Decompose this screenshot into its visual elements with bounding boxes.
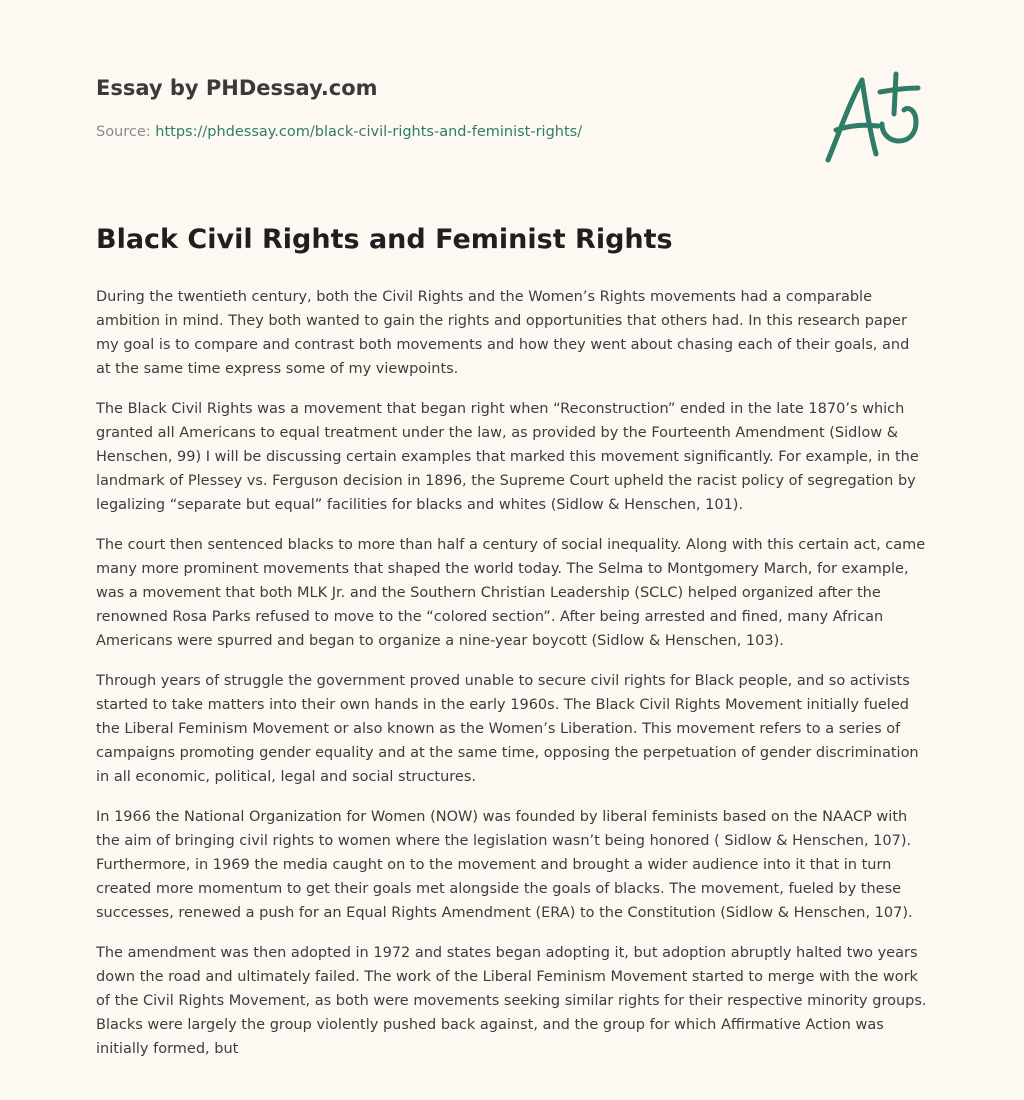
essay-body xyxy=(96,285,928,1077)
essay-paragraph: During the twentieth century, both the Civil Rights and the Women’s Rights movements had a comparable ambition in mind. They both wanted to gain the rights and opportunities that others had. In this research paper my goal is to compare and contrast both movements and how they went about chasing each of their goals, and at the same time express some of my viewpoints. xyxy=(96,289,910,377)
essay-paragraph: The Black Civil Rights was a movement that began right when “Reconstruction” ended in the late 1870’s which granted all Americans to equal treatment under the law, as provided by the Fourteenth Amendment (Sidlow & Henschen, 99) I will be discussing certain examples that marked this movement significantly. For example, in the landmark of Plessey vs. Ferguson decision in 1896, the Supreme Court upheld the racist policy of segregation by legalizing “separate but equal” facilities for blacks and whites (Sidlow & Henschen, 101). xyxy=(96,401,919,513)
source-line xyxy=(96,124,582,140)
essay-paragraph: The court then sentenced blacks to more than half a century of social inequality. Along with this certain act, came many more prominent movements that shaped the world today. The Selma to Montgomery March, for example, was a movement that both MLK Jr. and the Southern Christian Leadership (SCLC) helped organized after the renowned Rosa Parks refused to move to the “colored section”. After being arrested and fined, many African Americans were spurred and began to organize a nine-year boycott (Sidlow & Henschen, 103). xyxy=(96,537,926,649)
source-label: Source: xyxy=(96,124,151,140)
essay-paragraph: Through years of struggle the government proved unable to secure civil rights for Black people, and so activists started to take matters into their own hands in the early 1960s. The Black Civil Rights Movement initially fueled the Liberal Feminism Movement or also known as the Women’s Liberation. This movement refers to a series of campaigns promoting gender equality and at the same time, opposing the perpetuation of gender discrimination in all economic, political, legal and social structures. xyxy=(96,673,919,785)
source-link[interactable]: https://phdessay.com/black-civil-rights-and-feminist-rights/ xyxy=(155,124,583,140)
essay-paragraph: The amendment was then adopted in 1972 and states began adopting it, but adoption abruptly halted two years down the road and ultimately failed. The work of the Liberal Feminism Movement started to merge with the work of the Civil Rights Movement, as both were movements seeking similar rights for their respective minority groups. Blacks were largely the group violently pushed back against, and the group for which Affirmative Action was initially formed, but xyxy=(96,945,927,1057)
essay-paragraph: In 1966 the National Organization for Women (NOW) was founded by liberal feminists based on the NAACP with the aim of bringing civil rights to women where the legislation wasn’t being honored ( Sidlow & Henschen, 107). Furthermore, in 1969 the media caught on to the movement and brought a wider audience into it that in turn created more momentum to get their goals met alongside the goals of blacks. The movement, fueled by these successes, renewed a push for an Equal Rights Amendment (ERA) to the Constitution (Sidlow & Henschen, 107). xyxy=(96,809,913,921)
essay-title: Black Civil Rights and Feminist Rights xyxy=(96,224,673,255)
site-brand: Essay by PHDessay.com xyxy=(96,76,378,100)
a-plus-logo-icon xyxy=(818,66,930,166)
